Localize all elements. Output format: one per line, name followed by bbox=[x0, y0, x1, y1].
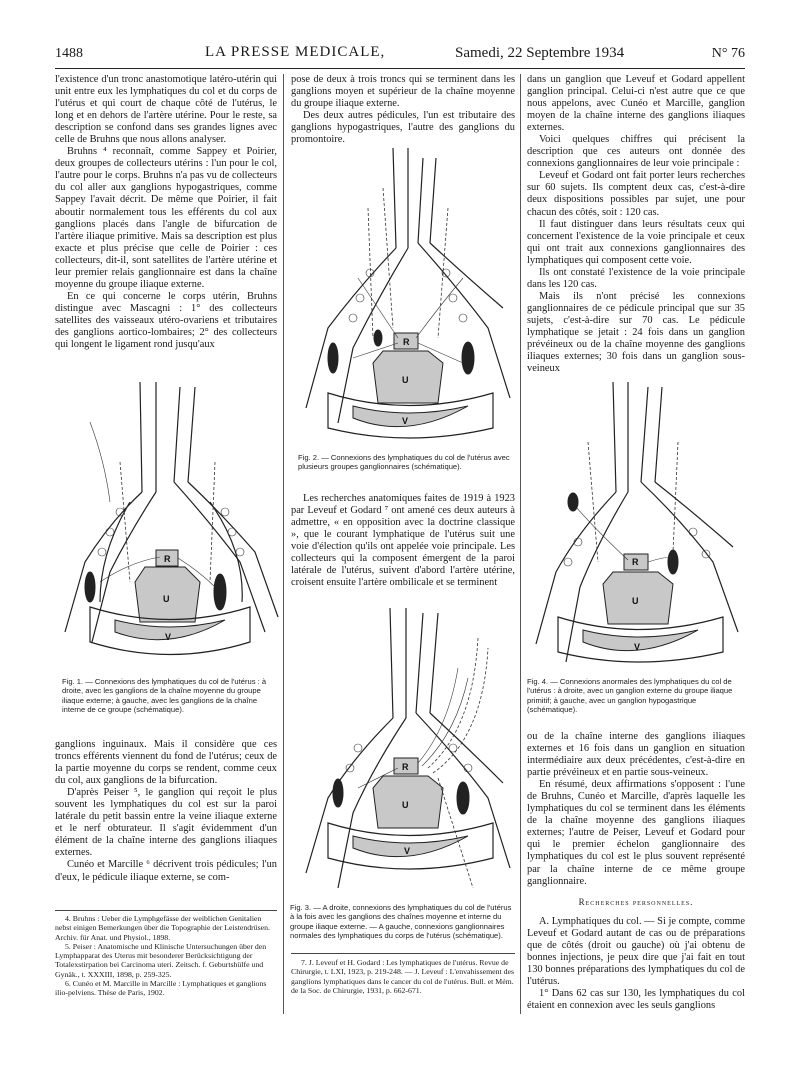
column-3-top bbox=[527, 74, 745, 375]
journal-title: LA PRESSE MEDICALE, bbox=[205, 44, 386, 60]
column-2-middle bbox=[291, 493, 515, 589]
footnote-5: 5. Peiser : Anatomische und Klinische Untersuchungen über den Lymphapparat des Uterus mit besonderer Berücksichtigung der Totalexstirpation bei Carcinoma uteri. Zeitsch. f. Geburtshülfe und Gynäk., t. XXXIII, 1898, p. 259-325. bbox=[55, 941, 267, 979]
page-header bbox=[55, 42, 745, 69]
paragraph: 1° Dans 62 cas sur 130, les lymphatiques du col étaient en connexion avec les seuls ganglions bbox=[527, 988, 745, 1012]
footnote-rule bbox=[55, 910, 277, 911]
label-u: U bbox=[402, 375, 409, 385]
figure-2 bbox=[298, 148, 513, 448]
paragraph: Voici quelques chiffres qui précisent la description que ces auteurs ont donnée des connexions ganglionnaires de leur voie principale : bbox=[527, 134, 745, 170]
footnote-7: 7. J. Leveuf et H. Godard : Les lymphatiques de l'utérus. Revue de Chirurgie, t. LXI, 1923, p. 219-248. — J. Leveuf : L'envahissement des ganglions lymphatiques dans le cancer du col de l'utérus. Bull. et Mém. de la Soc. de Chirurgie, 1931, p. 662-671. bbox=[291, 958, 514, 995]
paragraph: Ils ont constaté l'existence de la voie principale dans les 120 cas. bbox=[527, 266, 745, 290]
paragraph: Des deux autres pédicules, l'un est tributaire des ganglions hypogastriques, l'autre des ganglions du promontoire. bbox=[291, 110, 515, 146]
column-3-bottom bbox=[527, 731, 745, 888]
figure-3-caption: Fig. 3. — A droite, connexions des lymphatiques du col de l'utérus à la fois avec les ganglions des chaînes moyenne et interne du groupe iliaque externe. — A gauche, connexions ganglionnaires normales des lymphatiques du corps de l'utérus (schématique). bbox=[290, 903, 512, 940]
figure-1-caption: Fig. 1. — Connexions des lymphatiques du col de l'utérus : à droite, avec les ganglions de la chaîne moyenne du groupe iliaque externe; à gauche, avec les ganglions de la chaîne interne de ce groupe (schématique). bbox=[62, 677, 267, 714]
footnotes-col1 bbox=[55, 914, 277, 998]
paragraph: dans un ganglion que Leveuf et Godard appellent ganglion principal. Celui-ci n'est autre que ce que nous appelons, avec Cunéo et Marcille, ganglion moyen de la chaîne interne des ganglions iliaques externes. bbox=[527, 74, 745, 134]
paragraph: Les recherches anatomiques faites de 1919 à 1923 par Leveuf et Godard ⁷ ont amené ces deux auteurs à admettre, « en opposition avec la doctrine classique », que le courant lymphatique de l'utérus suit une voie d'élection qu'ils ont appelée voie principale. Les collecteurs qui la composent émergent de la paroi latérale de l'utérus, suivent d'abord l'artère utérine, croisent ensuite l'artère ombilicale et se terminent bbox=[291, 493, 515, 589]
label-r: R bbox=[164, 554, 171, 564]
label-r: R bbox=[403, 337, 410, 347]
paragraph: En résumé, deux affirmations s'opposent : l'une de Bruhns, Cunéo et Marcille, d'après laquelle les lymphatiques du col se terminent dans les éléments de la chaîne moyenne des ganglions iliaques externes; l'autre de Peiser, Leveuf et Godard pour qui le premier échelon ganglionnaire des lymphatiques du col est le plus souvent représenté par la chaîne interne de ce même groupe ganglionnaire. bbox=[527, 779, 745, 887]
footnote-4: 4. Bruhns : Ueber die Lymphgefässe der weiblichen Genitalien nebst einigen Bemerkungen über die Topographie der Leistendrüsen. Archiv. für Anat. und Physiol., 1898. bbox=[55, 914, 270, 942]
paragraph: ou de la chaîne interne des ganglions iliaques externes et 16 fois dans un ganglion en situation intermédiaire aux deux précédentes, c'est-à-dire en partie prévéineux et en partie sous-veineux. bbox=[527, 731, 745, 779]
paragraph: En ce qui concerne le corps utérin, Bruhns distingue avec Mascagni : 1° des collecteurs satellites des vaisseaux utéro-ovariens et tributaires des ganglions aortico-lombaires; 2° des collecteurs qui longent le ligament rond jusqu'aux bbox=[55, 290, 277, 351]
issue-number: N° 76 bbox=[711, 46, 745, 61]
column-1-bottom bbox=[55, 739, 277, 884]
paragraph: ganglions inguinaux. Mais il considère que ces troncs efférents viennent du fond de l'utérus; ceux de la partie moyenne du corps se rendent, comme ceux du col, aux ganglions de la bifurcation. bbox=[55, 739, 277, 787]
label-r: R bbox=[632, 557, 639, 567]
page-number: 1488 bbox=[55, 46, 83, 61]
paragraph: Cunéo et Marcille ⁶ décrivent trois pédicules; l'un d'eux, le pédicule iliaque externe, se com- bbox=[55, 859, 277, 883]
label-v: V bbox=[165, 632, 172, 642]
footnote-rule bbox=[291, 953, 515, 954]
figure-4 bbox=[528, 382, 746, 672]
paragraph: pose de deux à trois troncs qui se terminent dans les ganglions moyen et supérieur de la chaîne moyenne du groupe iliaque externe. bbox=[291, 74, 515, 110]
label-u: U bbox=[632, 596, 639, 606]
figure-2-caption: Fig. 2. — Connexions des lymphatiques du col de l'utérus avec plusieurs groupes ganglionnaires (schématique). bbox=[298, 453, 510, 472]
label-r: R bbox=[402, 762, 409, 772]
label-v: V bbox=[404, 846, 411, 856]
label-v: V bbox=[402, 416, 409, 426]
issue-date: Samedi, 22 Septembre 1934 bbox=[455, 45, 625, 61]
column-2-top bbox=[291, 74, 515, 146]
label-u: U bbox=[163, 594, 170, 604]
label-v: V bbox=[634, 642, 641, 652]
paragraph: D'après Peiser ⁵, le ganglion qui reçoit le plus souvent les lymphatiques du col est sur la paroi latérale du petit bassin entre la veine iliaque externe et le nerf obturateur. Il s'agit évidemment d'un élément de la chaîne interne des ganglions iliaques externes. bbox=[55, 787, 277, 859]
paragraph: Leveuf et Godard ont fait porter leurs recherches sur 60 sujets. Ils comptent deux cas, c'est-à-dire deux dispositions possibles par sujet, une pour chacun des côtés, soit : 120 cas. bbox=[527, 170, 745, 218]
footnotes-col2 bbox=[291, 958, 515, 995]
column-rule bbox=[283, 74, 284, 1014]
paragraph: A. Lymphatiques du col. — Si je compte, comme Leveuf et Godard autant de cas ou de préparations que de côtés (droit ou gauche) où j'ai obtenu de bonnes injections, je peux dire que j'ai fait en tout 130 bonnes préparations des lymphatiques du col de l'utérus. bbox=[527, 916, 745, 988]
paragraph: Bruhns ⁴ reconnaît, comme Sappey et Poirier, deux groupes de collecteurs utérins : l'un pour le col, l'autre pour le corps. Bruhns n'a pas vu de collecteurs du col aller aux ganglions hypogastriques, comme Sappey l'avait décrit. De même que Poirier, il fait aboutir normalement tous les efférents du col aux ganglions placés dans l'angle de bifurcation de l'artère iliaque primitive. Mais sa description est plus exacte et plus précise que celle de Poirier : ces collecteurs, dit-il, sont satellites de l'artère utérine et leur premier relais ganglionnaire est dans la chaîne moyenne du groupe iliaque externe. bbox=[55, 146, 277, 290]
column-rule bbox=[520, 74, 521, 1014]
figure-4-caption: Fig. 4. — Connexions anormales des lymphatiques du col de l'utérus : à droite, avec un ganglion externe du groupe iliaque primitif; à gauche, avec un ganglion hypogastrique (schématique). bbox=[527, 677, 733, 714]
paragraph: Il faut distinguer dans leurs résultats ceux qui concernent l'existence de la voie principale et ceux qui ont trait aux connexions ganglionnaires des lymphatiques qui composent cette voie. bbox=[527, 218, 745, 266]
figure-1 bbox=[60, 382, 280, 672]
footnote-6: 6. Cunéo et M. Marcille in Marcille : Lymphatiques et ganglions ilio-pelviens. Thèse de Paris, 1902. bbox=[55, 979, 267, 998]
column-3-final bbox=[527, 916, 745, 1012]
paragraph: Mais ils n'ont précisé les connexions ganglionnaires de ce pédicule principal que sur 35 sujets, c'est-à-dire sur 70 cas. Le pédicule lymphatique se jetait : 24 fois dans un ganglion prévéineux ou de la chaîne moyenne des ganglions iliaques externes; 30 fois dans un ganglion sous-veineux bbox=[527, 290, 745, 375]
paragraph: l'existence d'un tronc anastomotique latéro-utérin qui unit entre eux les lymphatiques du col et du corps de l'utérus et qui court de chaque côté de l'utérus, le long et en dehors de l'artère utérine. Pour le reste, sa description se confond dans ses grandes lignes avec celle de Bruhns que nous allons analyser. bbox=[55, 74, 277, 146]
section-heading: Recherches personnelles. bbox=[578, 897, 694, 907]
column-1-top bbox=[55, 74, 277, 351]
label-u: U bbox=[402, 800, 409, 810]
figure-3 bbox=[298, 608, 513, 898]
